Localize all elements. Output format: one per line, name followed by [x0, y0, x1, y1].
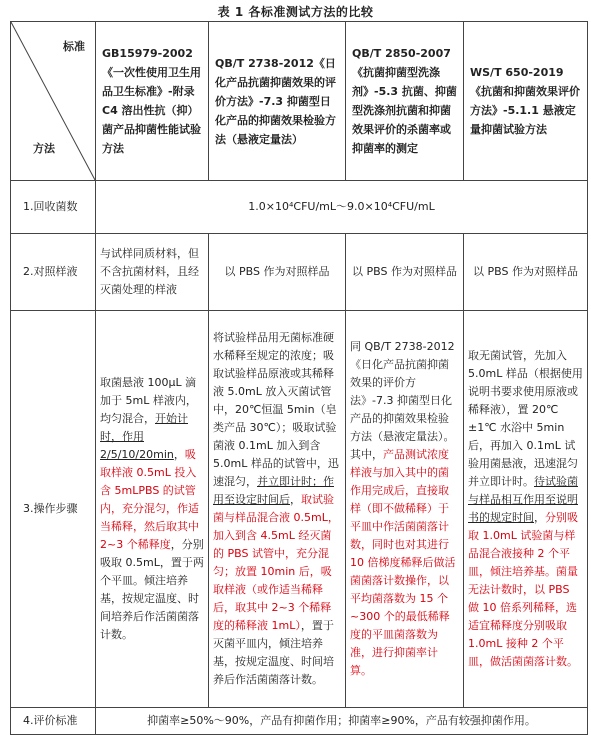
procedure-cell-gb15979 [96, 311, 209, 708]
control-cell-gb15979: 与试样同质材料，但不含抗菌材料，且经灭菌处理的样液 [96, 234, 209, 311]
table-caption: 表 1 各标准测试方法的比较 [217, 5, 374, 19]
recovered-count-value: 1.0×10⁴CFU/mL～9.0×10⁴CFU/mL [96, 181, 588, 234]
procedure-cell-wst650 [464, 311, 588, 708]
control-cell-qbt2738: 以 PBS 作为对照样品 [209, 234, 346, 311]
procedure-text: ，置于灭菌平皿内，倾注培养基，按规定温度、时间培养后作活菌菌落计数。 [213, 619, 334, 686]
procedure-text: ， [534, 511, 545, 524]
corner-label-standard: 标准 [63, 40, 85, 53]
procedure-underlined-text: 开始计时，作用2/5/10/20min [100, 412, 188, 461]
procedure-cell-qbt2850 [346, 311, 464, 708]
diagonal-header-cell [11, 22, 96, 181]
evaluation-criteria-value: 抑菌率≥50%～90%，产品有抑菌作用；抑菌率≥90%，产品有较强抑菌作用。 [96, 708, 588, 735]
procedure-text: 同 QB/T 2738-2012《日化产品抗菌抑菌效果的评价方法》-7.3 抑菌型日化产品的抑菌效果检验方法（悬液定量法）。其中， [350, 340, 455, 461]
control-cell-qbt2850: 以 PBS 作为对照样品 [346, 234, 464, 311]
header-row [11, 22, 588, 181]
row-evaluation-criteria [11, 708, 588, 735]
procedure-cell-qbt2738 [209, 311, 346, 708]
procedure-underlined-text: 待试验菌与样品相互作用至说明书的规定时间 [468, 475, 578, 524]
procedure-highlight-text: 产品测试浓度样液与加入其中的菌作用完成后，直接取样（即不做稀释）于平皿中作活菌菌落计数，同时也对其进行 10 倍梯度稀释后做活菌菌落计数操作，以平均菌落数为 15 个~300 个的最低稀释度的平皿菌落数为准，进行抑菌率计算。 [350, 448, 456, 677]
row-recovered-count [11, 181, 588, 234]
standard-header-qbt2738: QB/T 2738-2012《日化产品抗菌抑菌效果的评价方法》-7.3 抑菌型日化产品的抑菌效果检验方法（悬液定量法） [209, 22, 346, 181]
row-label: 3.操作步骤 [11, 311, 96, 708]
row-label: 2.对照样液 [11, 234, 96, 311]
procedure-text: 取菌悬液 100μL 滴加于 5mL 样液内，均匀混合， [100, 376, 197, 425]
row-label: 1.回收菌数 [11, 181, 96, 234]
procedure-text: 将试验样品用无菌标准硬水稀释至规定的浓度；吸取试验样品原液或其稀释液 5.0mL 放入灭菌试管中，20℃恒温 5min（皂类产品 30℃）；吸取试验菌液 0.1mL 加入到含 5.0mL 样品的试管中，迅速混匀， [213, 331, 339, 488]
procedure-text: ， [173, 448, 185, 461]
comparison-table [10, 21, 588, 735]
standard-header-qbt2850: QB/T 2850-2007《抗菌抑菌型洗涤剂》-5.3 抗菌、抑菌型洗涤剂抗菌和抑菌效果评价的杀菌率或抑菌率的测定 [346, 22, 464, 181]
row-procedure [11, 311, 588, 708]
procedure-highlight-text: 吸取样液 0.5mL 投入含 5mLPBS 的试管内，充分混匀，作适当稀释，然后取其中 2~3 个稀释度 [100, 448, 199, 551]
procedure-underlined-text: 并立即计时；作用至设定时间后 [213, 475, 334, 506]
control-cell-wst650: 以 PBS 作为对照样品 [464, 234, 588, 311]
corner-label-method: 方法 [33, 142, 55, 155]
standard-header-gb15979: GB15979-2002 《一次性使用卫生用品卫生标准》-附录 C4 溶出性抗（抑）菌产品抑菌性能试验方法 [96, 22, 209, 181]
row-label: 4.评价标准 [11, 708, 96, 735]
standard-header-wst650: WS/T 650-2019《抗菌和抑菌效果评价方法》-5.1.1 悬液定量抑菌试验方法 [464, 22, 588, 181]
procedure-highlight-text: 取试验菌与样品混合液 0.5mL，加入到含 4.5mL 经灭菌的 PBS 试管中，充分混匀；放置 10min 后，吸取样液（或作适当稀释后，取其中 2~3 个稀释度的稀释液 1mL） [213, 493, 339, 632]
procedure-text: ，分别吸取 0.5mL，置于两个平皿。倾注培养基，按规定温度、时间培养后作活菌菌落计数。 [100, 538, 204, 641]
procedure-text: ， [290, 493, 301, 506]
row-control-sample [11, 234, 588, 311]
procedure-highlight-text: 分别吸取 1.0mL 试验菌与样品混合液接种 2 个平皿，倾注培养基。菌量无法计数时，以 PBS 做 10 倍系列稀释，选适宜稀释度分别吸取 1.0mL 接种 2 个平皿，做活菌菌落计数。 [468, 511, 578, 668]
procedure-text: 取无菌试管，先加入 5.0mL 样品（根据使用说明书要求使用原液或稀释液），置 20℃±1℃ 水浴中 5min 后，再加入 0.1mL 试验用菌悬液，迅速混匀并立即计时。 [468, 349, 583, 488]
